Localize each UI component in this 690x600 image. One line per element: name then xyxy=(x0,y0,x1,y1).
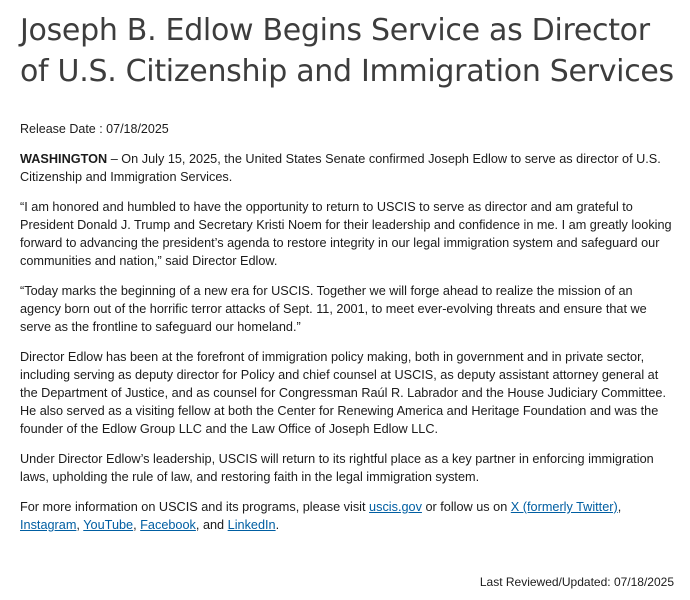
last-reviewed-date: 07/18/2025 xyxy=(613,575,674,589)
paragraph-2: “I am honored and humbled to have the opportunity to return to USCIS to serve as director and am grateful to President Donald J. Trump and Secretary Kristi Noem for their leadership and confidence in me. I am greatly looking forward to advancing the president’s agenda to restore integrity in our legal immigration system and safeguard our communities and nation,” said Director Edlow. xyxy=(20,200,672,268)
p6-sep2: , xyxy=(76,518,84,532)
linkedin-link[interactable]: LinkedIn xyxy=(227,518,276,532)
paragraph-6 xyxy=(20,498,675,534)
article xyxy=(20,10,675,546)
x-twitter-link[interactable]: X (formerly Twitter) xyxy=(510,500,618,514)
uscis-gov-link[interactable]: uscis.gov xyxy=(369,500,422,514)
dateline: WASHINGTON xyxy=(20,152,108,166)
p6-sep4: , and xyxy=(195,518,228,532)
p6-suffix: . xyxy=(275,518,280,532)
paragraph-4: Director Edlow has been at the forefront of immigration policy making, both in government and in private sector, including serving as deputy director for Policy and chief counsel at USCIS, as deputy assistant attorney general at the Department of Justice, and as counsel for Congressman Raúl R. Labrador and the House Judiciary Committee. He also served as a visiting fellow at both the Center for Renewing America and Heritage Foundation and was the founder of the Edlow Group LLC and the Law Office of Joseph Edlow LLC. xyxy=(20,350,666,436)
paragraph-5: Under Director Edlow’s leadership, USCIS will return to its rightful place as a key partner in enforcing immigration laws, upholding the rule of law, and restoring faith in the legal immigration system. xyxy=(20,452,654,484)
p6-sep3: , xyxy=(133,518,141,532)
paragraph-3: “Today marks the beginning of a new era for USCIS. Together we will forge ahead to realize the mission of an agency born out of the horrific terror attacks of Sept. 11, 2001, to meet ever-evolving threats and ensure that we serve as the frontline to safeguard our homeland.” xyxy=(20,284,647,334)
p6-sep1: , xyxy=(617,500,622,514)
page-title: Joseph B. Edlow Begins Service as Director of U.S. Citizenship and Immigration Services xyxy=(20,13,674,89)
release-date-value: 07/18/2025 xyxy=(106,122,169,136)
release-date-label: Release Date : xyxy=(20,122,107,136)
last-reviewed xyxy=(480,574,674,590)
release-date-line xyxy=(20,120,675,138)
youtube-link[interactable]: YouTube xyxy=(83,518,134,532)
paragraph-1-text: – On July 15, 2025, the United States Senate confirmed Joseph Edlow to serve as director of U.S. Citizenship and Immigration Services. xyxy=(20,152,661,184)
last-reviewed-label: Last Reviewed/Updated: xyxy=(479,575,614,589)
paragraph-1 xyxy=(20,150,675,186)
p6-prefix: For more information on USCIS and its programs, please visit xyxy=(20,500,370,514)
facebook-link[interactable]: Facebook xyxy=(140,518,196,532)
instagram-link[interactable]: Instagram xyxy=(20,518,77,532)
p6-mid: or follow us on xyxy=(421,500,511,514)
